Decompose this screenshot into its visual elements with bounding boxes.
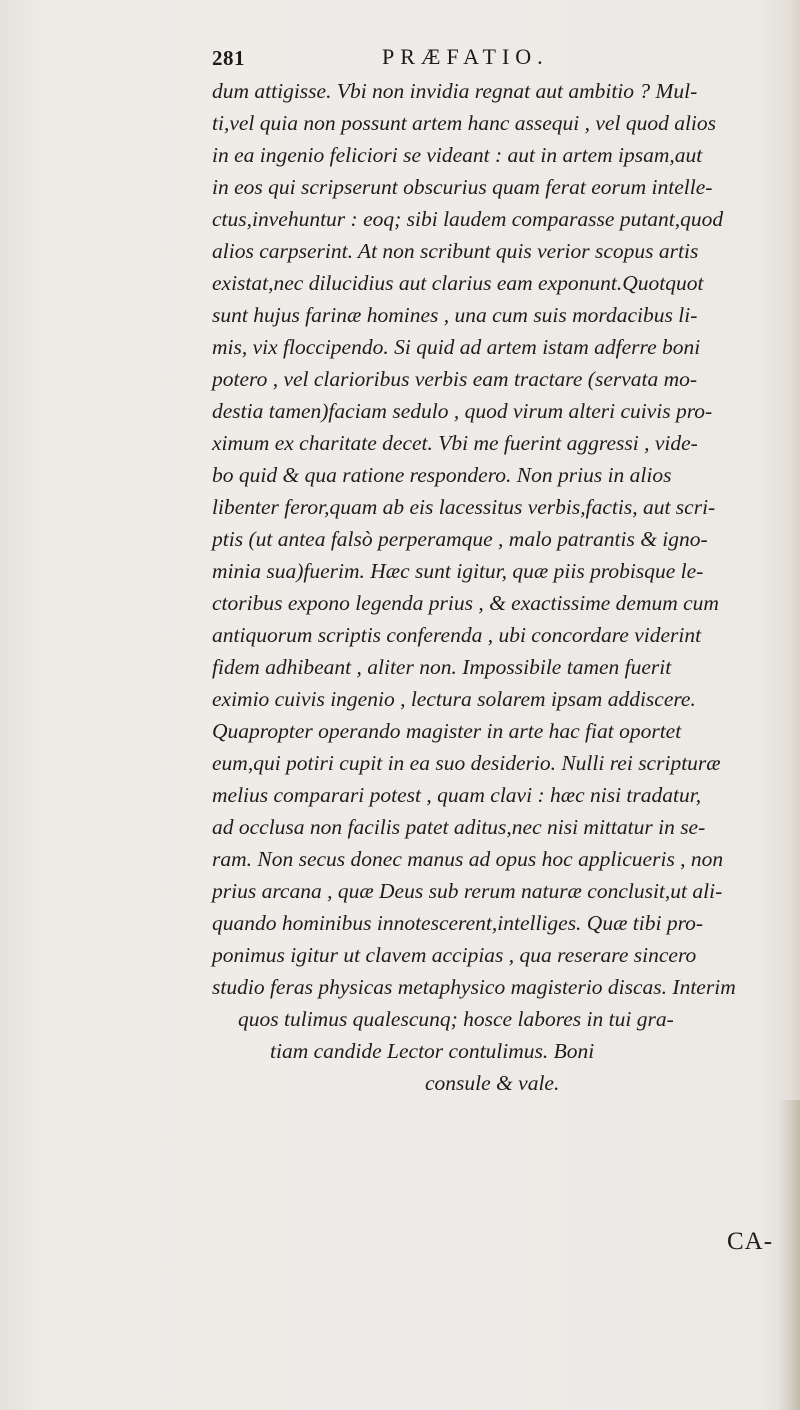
text-line: Quapropter operando magister in arte hac fiat oportet bbox=[212, 719, 682, 743]
text-line: quando hominibus innotescerent,intelliges. Quæ tibi pro- bbox=[212, 911, 704, 935]
text-line: bo quid & qua ratione respondero. Non prius in alios bbox=[212, 463, 672, 487]
text-line: ximum ex charitate decet. Vbi me fuerint aggressi , vide- bbox=[212, 431, 698, 455]
text-line: sunt hujus farinæ homines , una cum suis mordacibus li- bbox=[212, 303, 698, 327]
running-title: PRÆFATIO. bbox=[382, 44, 549, 69]
catchword: CA- bbox=[727, 1228, 774, 1255]
text-line: libenter feror,quam ab eis lacessitus verbis,factis, aut scri- bbox=[212, 495, 716, 519]
text-line: fidem adhibeant , aliter non. Impossibile tamen fuerit bbox=[212, 655, 672, 679]
text-line: in eos qui scripserunt obscurius quam ferat eorum intelle- bbox=[212, 175, 713, 199]
text-line: ponimus igitur ut clavem accipias , qua reserare sincero bbox=[212, 943, 697, 967]
text-line: quos tulimus qualescunq; hosce labores in tui gra- bbox=[238, 1007, 674, 1031]
text-line: consule & vale. bbox=[425, 1071, 560, 1095]
text-line: ptis (ut antea falsò perperamque , malo patrantis & igno- bbox=[212, 527, 708, 551]
text-line: alios carpserint. At non scribunt quis verior scopus artis bbox=[212, 239, 699, 263]
text-line: potero , vel clarioribus verbis eam tractare (servata mo- bbox=[212, 367, 698, 391]
text-line: antiquorum scriptis conferenda , ubi concordare viderint bbox=[212, 623, 702, 647]
text-line: studio feras physicas metaphysico magisterio discas. Interim bbox=[212, 975, 736, 999]
page-number: 281 bbox=[212, 46, 245, 70]
text-line: minia sua)fuerim. Hæc sunt igitur, quæ piis probisque le- bbox=[212, 559, 704, 583]
text-line: ad occlusa non facilis patet aditus,nec nisi mittatur in se- bbox=[212, 815, 706, 839]
text-line: eum,qui potiri cupit in ea suo desiderio. Nulli rei scripturæ bbox=[212, 751, 721, 775]
text-line: ti,vel quia non possunt artem hanc assequi , vel quod alios bbox=[212, 111, 717, 135]
text-line: tiam candide Lector contulimus. Boni bbox=[270, 1039, 595, 1063]
text-line: ram. Non secus donec manus ad opus hoc applicueris , non bbox=[212, 847, 724, 871]
text-line: eximio cuivis ingenio , lectura solarem ipsam addiscere. bbox=[212, 687, 696, 711]
text-line: ctoribus expono legenda prius , & exactissime demum cum bbox=[212, 591, 719, 615]
text-line: mis, vix floccipendo. Si quid ad artem istam adferre boni bbox=[212, 335, 701, 359]
text-line: in ea ingenio feliciori se videant : aut in artem ipsam,aut bbox=[212, 143, 703, 167]
text-line: ctus,invehuntur : eoq; sibi laudem comparasse putant,quod bbox=[212, 207, 724, 231]
text-line: destia tamen)faciam sedulo , quod virum alteri cuivis pro- bbox=[212, 399, 713, 423]
text-line: prius arcana , quæ Deus sub rerum naturæ conclusit,ut ali- bbox=[212, 879, 723, 903]
text-line: dum attigisse. Vbi non invidia regnat aut ambitio ? Mul- bbox=[212, 79, 698, 103]
text-line: existat,nec dilucidius aut clarius eam exponunt.Quotquot bbox=[212, 271, 704, 295]
text-line: melius comparari potest , quam clavi : hæc nisi tradatur, bbox=[212, 783, 702, 807]
